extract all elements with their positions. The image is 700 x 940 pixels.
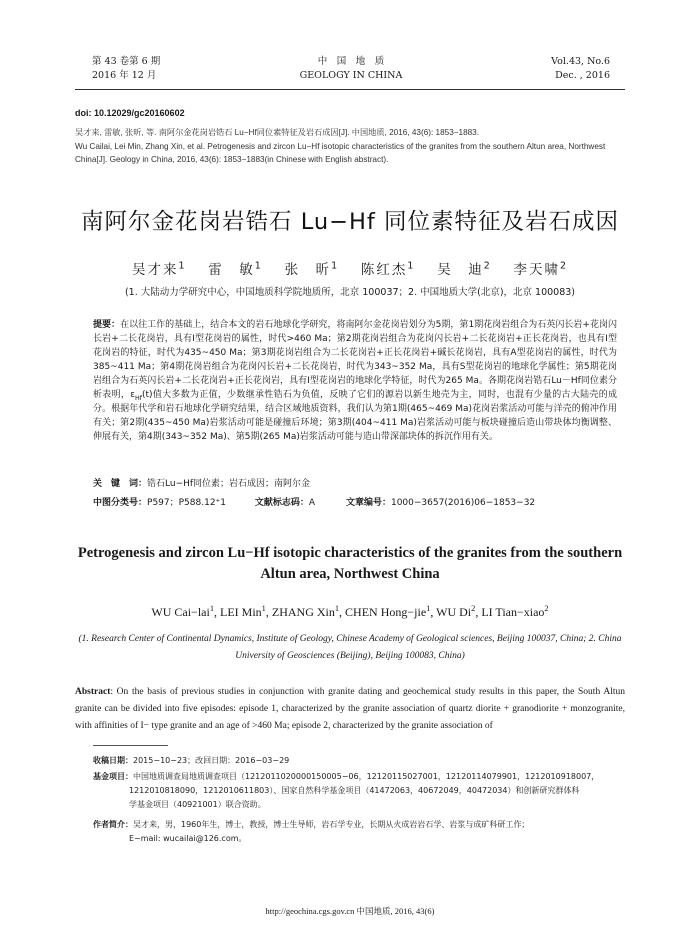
classification-line: [93, 495, 617, 508]
abstract-en: [75, 684, 625, 735]
keywords-cn-label: 关 键 词：: [93, 479, 148, 489]
abstract-cn: [93, 318, 617, 444]
header-right: [551, 55, 610, 83]
author-en: LI Tian−xiao$^2$: [481, 604, 549, 619]
date-cn: 2016 年 12 月: [92, 70, 157, 81]
clc-label: 中图分类号：: [93, 498, 148, 508]
footnote-author: 作者简介：吴才来，男，1960年生，博士，教授，博士生导师，岩石学专业，长期从火成岩岩石学、岩浆与成矿科研工作； E−mail: wucailai@126.com。: [93, 818, 617, 846]
author-cn: 雷 敏$^1$: [208, 260, 263, 278]
page-footer[interactable]: http://geochina.cgs.gov.cn 中国地质, 2016, 43(6): [265, 906, 435, 916]
footnote-received: 收稿日期：2015−10−23；改回日期：2016−03−29: [93, 756, 290, 765]
abstract-cn-text-cont: (t)值大多数为正值，少数继承性锆石为负值，反映了它们的源岩以新生地壳为主，同时，也混有少量的古大陆壳的成分。根据年代学和岩石地球化学研究结果，结合区域地质资料，我们认为第1期(465~469 Ma)花岗岩浆活动可能与洋壳的俯冲作用有关；第2期(435~450 Ma)岩浆活动可能是碰撞后环境；第3期(404~411 Ma)岩浆活动可能与板块碰撞后造山带块体均衡调整、伸展有关，第4期(343~352 Ma)、第5期(265 Ma)岩浆活动可能与造山带深部块体的拆沉作用有关。: [93, 390, 617, 442]
abstract-en-text: : On the basis of previous studies in conjunction with granite dating and geochemical study results in this paper, the South Altun granite can be divided into five episodes: episode 1, characterized by the granite association of quartz diorite + granodiorite + monzogranite, with affinities of I− type granite and an age of >460 Ma; episode 2, characterized by the granite association of: [75, 687, 625, 731]
author-cn: 吴才来$^1$: [131, 260, 187, 278]
keywords-cn-value: 锆石Lu−Hf同位素；岩石成因；南阿尔金: [147, 479, 311, 489]
author-en: ZHANG Xin$^1$: [271, 604, 340, 619]
author-en: CHEN Hong−jie$^1$: [345, 604, 431, 619]
clc-value: P597；P588.12⁺1: [147, 498, 227, 508]
volume-issue-cn: 第 43 卷第 6 期: [92, 56, 161, 67]
page-title-cn: 南阿尔金花岗岩锆石 Lu−Hf 同位素特征及岩石成因: [81, 209, 619, 235]
affiliation-cn: (1. 大陆动力学研究中心，中国地质科学院地质所，北京 100037；2. 中国地质大学(北京)，北京 100083): [124, 287, 576, 298]
footnote-funding: 基金项目：中国地质调查局地质调查项目（1212011020000150005−06，12120115027001，12120114079901，1212010918007， 1212010818090，1212010611803）、国家自然科学基金项目（41472063，40672049，40472034）和创新研究群体科 学基金项目（40921001）联合资助。: [93, 772, 600, 809]
author-email[interactable]: E−mail: wucailai@126.com。: [129, 834, 247, 843]
keywords-cn: [93, 476, 617, 489]
abstract-cn-text: 在以往工作的基础上，结合本文的岩石地球化学研究，将南阿尔金花岗岩划分为5期，第1期花岗岩组合为石英闪长岩+花岗闪长岩+二长花岗岩，具有I型花岗岩的属性，时代>460 Ma；第2期花岗岩组合为花岗闪长岩+二长花岗岩+正长花岗岩，也具有I型花岗岩的特征，时代为435~450 Ma；第3期花岗岩组合为二长花岗岩+正长花岗岩+碱长花岗岩，具有A型花岗岩的属性，时代为385~411 Ma；第4期花岗岩组合为花岗闪长岩+二长花岗岩，时代为343~352 Ma，具有S型花岗岩的地球化学属性；第5期花岗岩组合为石英闪长岩+二长花岗岩+正长花岗岩，具有I型花岗岩的地球化学特征，时代为265 Ma。各期花岗岩锆石Lu－Hf同位素分析表明，ε: [93, 320, 617, 400]
date-en: Dec. , 2016: [555, 70, 610, 81]
journal-name-en: GEOLOGY IN CHINA: [299, 70, 403, 81]
citation-block: [75, 126, 625, 167]
footnote-divider: [93, 745, 168, 746]
author-cn: 吴 迪$^2$: [437, 260, 492, 278]
page-title-en: Petrogenesis and zircon Lu−Hf isotopic characteristics of the granites from the southern Altun area, Northwest China: [77, 545, 623, 582]
doc-code-value: A: [308, 498, 316, 508]
author-list-en: WU Cai−lai$^1$, LEI Min$^1$, ZHANG Xin$^1$, CHEN Hong−jie$^1$, WU Di$^2$, LI Tian−xiao$^2$: [151, 604, 549, 619]
author-en: WU Di$^2$: [436, 604, 476, 619]
header-divider: [75, 89, 625, 90]
abstract-cn-label: 提要：: [93, 320, 121, 330]
journal-name-cn: 中 国 地 质: [317, 56, 385, 67]
citation-cn: 吴才来, 雷敏, 张昕, 等. 南阿尔金花岗岩锆石 Lu−Hf同位素特征及岩石成因[J]. 中国地质, 2016, 43(6): 1853−1883.: [75, 128, 480, 137]
author-cn: 陈红杰$^1$: [360, 260, 416, 278]
author-cn: 张 昕$^1$: [284, 260, 340, 278]
affiliation-en: (1. Research Center of Continental Dynamics, Institute of Geology, Chinese Academy of Geological sciences, Beijing 100037, China; 2. China University of Geosciences (Beijing), Beijing 100083, China): [78, 634, 622, 661]
author-cn: 李天啸$^2$: [513, 260, 569, 278]
author-en: WU Cai−lai$^1$: [151, 604, 214, 619]
doc-code-label: 文献标志码：: [254, 498, 309, 508]
article-no-value: 1000−3657(2016)06−1853−32: [390, 498, 536, 508]
article-no-label: 文章编号：: [345, 498, 391, 508]
author-list-cn: [0, 258, 700, 278]
doi[interactable]: doi: 10.12029/gc20160602: [75, 108, 185, 118]
citation-en: Wu Cailai, Lei Min, Zhang Xin, et al. Petrogenesis and zircon Lu−Hf isotopic characteristics of the granites from the southern Altun area, Northwest China[J]. Geology in China, 2016, 43(6): 1853−1883(in Chinese with English abstract).: [75, 141, 606, 164]
author-en: LEI Min$^1$: [220, 604, 266, 619]
header-center: [92, 55, 610, 83]
epsilon-subscript: Hf: [135, 394, 142, 402]
volume-issue-en: Vol.43, No.6: [551, 56, 610, 67]
abstract-en-label: Abstract: [75, 687, 111, 697]
